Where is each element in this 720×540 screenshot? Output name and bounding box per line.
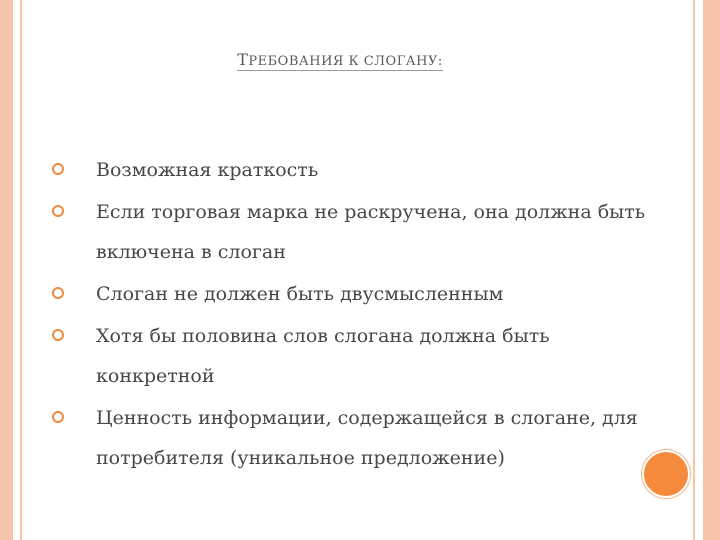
bullet-item — [52, 316, 672, 396]
title-rest: РЕБОВАНИЯ К СЛОГАНУ: — [248, 54, 443, 69]
hollow-circle-bullet-icon — [52, 163, 64, 175]
bullet-text: Слоган не должен быть двусмысленным — [96, 283, 504, 305]
title-first-letter: Т — [237, 50, 249, 69]
orange-circle-icon — [642, 450, 690, 498]
hollow-circle-bullet-icon — [52, 205, 64, 217]
bullet-text: Если торговая марка не раскручена, она должна быть включена в слоган — [96, 201, 646, 263]
bullet-item — [52, 274, 672, 314]
hollow-circle-bullet-icon — [52, 329, 64, 341]
right-border-band — [703, 0, 720, 540]
bullet-item — [52, 192, 672, 272]
bullet-text: Хотя бы половина слов слогана должна быть конкретной — [96, 325, 550, 387]
left-border-line — [20, 0, 22, 540]
hollow-circle-bullet-icon — [52, 411, 64, 423]
bullet-list — [52, 150, 672, 480]
hollow-circle-bullet-icon — [52, 287, 64, 299]
left-border-band — [0, 0, 13, 540]
bullet-item — [52, 150, 672, 190]
slide-title-text — [237, 50, 443, 71]
bullet-text: Ценность информации, содержащейся в слогане, для потребителя (уникальное предложение) — [96, 407, 638, 469]
bullet-text: Возможная краткость — [96, 159, 319, 181]
right-border-line — [693, 0, 695, 540]
slide-title — [0, 50, 680, 71]
bullet-item — [52, 398, 672, 478]
